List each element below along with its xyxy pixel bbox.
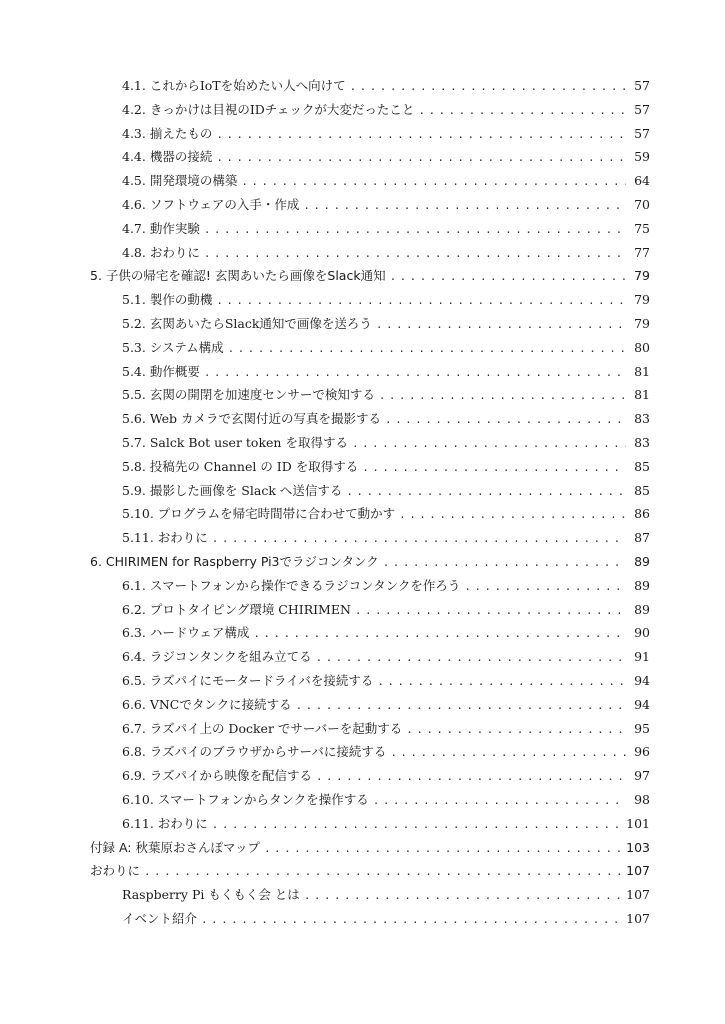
toc-entry-page: 75	[634, 220, 650, 236]
toc-dot-leader	[390, 741, 626, 765]
toc-entry-page: 98	[634, 791, 650, 807]
toc-section-entry[interactable]	[90, 502, 650, 526]
toc-chapter-entry[interactable]	[90, 550, 650, 574]
toc-entry-title: 5.10. プログラムを帰宅時間帯に合わせて動かす	[122, 506, 396, 522]
toc-section-entry[interactable]	[90, 193, 650, 217]
toc-section-entry[interactable]	[90, 717, 650, 741]
toc-section-entry[interactable]	[90, 693, 650, 717]
toc-section-entry[interactable]	[90, 407, 650, 431]
toc-entry-title: 4.7. 動作実験	[122, 220, 200, 236]
toc-entry-page: 89	[634, 577, 650, 593]
toc-section-entry[interactable]	[90, 907, 650, 931]
toc-section-entry[interactable]	[90, 74, 650, 98]
toc-entry-page: 101	[626, 815, 650, 831]
toc-dot-leader	[316, 765, 626, 789]
toc-section-entry[interactable]	[90, 574, 650, 598]
toc-section-entry[interactable]	[90, 312, 650, 336]
toc-section-entry[interactable]	[90, 812, 650, 836]
toc-entry-title: 付録 A: 秋葉原おさんぽマップ	[90, 839, 260, 855]
toc-dot-leader	[464, 575, 626, 599]
toc-dot-leader	[383, 551, 626, 575]
toc-section-entry[interactable]	[90, 383, 650, 407]
toc-section-entry[interactable]	[90, 98, 650, 122]
toc-section-entry[interactable]	[90, 431, 650, 455]
toc-entry-title: 6.10. スマートフォンからタンクを操作する	[122, 791, 369, 807]
toc-entry-title: 5. 子供の帰宅を確認! 玄関あいたら画像をSlack通知	[90, 268, 386, 284]
toc-dot-leader	[385, 408, 626, 432]
toc-entry-title: 6.9. ラズパイから映像を配信する	[122, 768, 312, 784]
toc-dot-leader	[346, 480, 626, 504]
toc-entry-title: 5.3. システム構成	[122, 339, 224, 355]
toc-entry-title: 4.1. これからIoTを始めたい人へ向けて	[122, 78, 346, 93]
toc-section-entry[interactable]	[90, 336, 650, 360]
toc-entry-page: 89	[634, 553, 650, 569]
toc-section-entry[interactable]	[90, 122, 650, 146]
toc-entry-page: 91	[634, 649, 650, 665]
toc-entry-title: 6.11. おわりに	[122, 815, 208, 831]
toc-entry-page: 94	[634, 696, 650, 712]
table-of-contents	[90, 74, 650, 931]
toc-entry-page: 79	[634, 315, 650, 331]
toc-section-entry[interactable]	[90, 764, 650, 788]
toc-entry-title: 6.3. ハードウェア構成	[122, 625, 250, 641]
toc-entry-title: 6.6. VNCでタンクに接続する	[122, 696, 292, 712]
toc-dot-leader	[296, 694, 626, 718]
toc-entry-title: 6.2. プロトタイピング環境 CHIRIMEN	[122, 601, 351, 617]
toc-entry-page: 70	[634, 196, 650, 212]
toc-entry-page: 59	[634, 149, 650, 165]
toc-dot-leader	[216, 123, 626, 147]
toc-section-entry[interactable]	[90, 645, 650, 669]
toc-dot-leader	[355, 599, 626, 623]
toc-section-entry[interactable]	[90, 479, 650, 503]
toc-entry-page: 77	[634, 244, 650, 260]
toc-entry-page: 107	[626, 910, 650, 926]
toc-dot-leader	[350, 75, 626, 99]
toc-section-entry[interactable]	[90, 145, 650, 169]
toc-entry-title: 5.2. 玄関あいたらSlack通知で画像を送ろう	[122, 315, 372, 331]
toc-section-entry[interactable]	[90, 621, 650, 645]
toc-section-entry[interactable]	[90, 241, 650, 265]
toc-section-entry[interactable]	[90, 360, 650, 384]
toc-entry-title: 5.8. 投稿先の Channel の ID を取得する	[122, 458, 359, 474]
toc-dot-leader	[373, 789, 626, 813]
toc-entry-title: 5.1. 製作の動機	[122, 292, 213, 308]
toc-entry-title: 6.7. ラズパイ上の Docker でサーバーを起動する	[122, 720, 403, 736]
toc-entry-page: 85	[634, 458, 650, 474]
toc-entry-page: 64	[634, 173, 650, 189]
toc-entry-page: 96	[634, 744, 650, 760]
toc-entry-page: 80	[634, 339, 650, 355]
toc-entry-title: 6.8. ラズパイのブラウザからサーバに接続する	[122, 744, 387, 760]
toc-chapter-entry[interactable]	[90, 264, 650, 288]
toc-dot-leader	[399, 503, 626, 527]
toc-dot-leader	[228, 337, 626, 361]
toc-dot-leader	[418, 99, 626, 123]
toc-entry-title: 6.4. ラジコンタンクを組み立てる	[122, 649, 312, 665]
toc-entry-title: 6.1. スマートフォンから操作できるラジコンタンクを作ろう	[122, 577, 461, 593]
toc-entry-page: 107	[626, 887, 650, 903]
toc-dot-leader	[316, 646, 626, 670]
toc-entry-title: 5.11. おわりに	[122, 530, 208, 546]
toc-entry-page: 57	[634, 101, 650, 117]
toc-entry-page: 107	[626, 863, 650, 879]
toc-entry-title: 5.6. Web カメラで玄関付近の写真を撮影する	[122, 411, 382, 427]
toc-dot-leader	[212, 527, 626, 551]
toc-entry-title: 4.2. きっかけは目視のIDチェックが大変だったこと	[122, 101, 415, 117]
toc-section-entry[interactable]	[90, 526, 650, 550]
toc-section-entry[interactable]	[90, 669, 650, 693]
toc-section-entry[interactable]	[90, 883, 650, 907]
toc-dot-leader	[204, 242, 626, 266]
toc-entry-title: 5.5. 玄関の開閉を加速度センサーで検知する	[122, 387, 375, 403]
toc-section-entry[interactable]	[90, 455, 650, 479]
toc-dot-leader	[352, 432, 626, 456]
toc-entry-page: 83	[634, 434, 650, 450]
toc-entry-page: 90	[634, 625, 650, 641]
toc-entry-page: 81	[634, 363, 650, 379]
toc-entry-page: 79	[634, 268, 650, 284]
toc-dot-leader	[216, 289, 626, 313]
toc-entry-page: 95	[634, 720, 650, 736]
toc-dot-leader	[304, 884, 622, 908]
toc-dot-leader	[264, 837, 622, 861]
toc-entry-title: 5.4. 動作概要	[122, 363, 200, 379]
toc-entry-page: 81	[634, 387, 650, 403]
toc-chapter-entry[interactable]	[90, 836, 650, 860]
toc-dot-leader	[303, 194, 626, 218]
toc-entry-page: 103	[626, 839, 650, 855]
toc-entry-page: 85	[634, 482, 650, 498]
toc-section-entry[interactable]	[90, 169, 650, 193]
toc-section-entry[interactable]	[90, 788, 650, 812]
toc-dot-leader	[390, 265, 626, 289]
toc-dot-leader	[204, 361, 626, 385]
toc-entry-title: Raspberry Pi もくもく会 とは	[122, 887, 300, 903]
toc-entry-title: 4.6. ソフトウェアの入手・作成	[122, 196, 300, 212]
toc-entry-title: イベント紹介	[122, 910, 198, 926]
toc-entry-title: 4.5. 開発環境の構築	[122, 173, 238, 189]
toc-dot-leader	[241, 170, 626, 194]
toc-entry-page: 83	[634, 411, 650, 427]
toc-dot-leader	[379, 384, 626, 408]
toc-entry-title: 4.8. おわりに	[122, 244, 200, 260]
toc-entry-page: 97	[634, 768, 650, 784]
toc-dot-leader	[406, 718, 626, 742]
toc-dot-leader	[362, 456, 626, 480]
toc-entry-title: おわりに	[90, 863, 141, 879]
toc-dot-leader	[253, 622, 626, 646]
toc-dot-leader	[216, 146, 626, 170]
toc-dot-leader	[201, 908, 622, 932]
toc-dot-leader	[212, 813, 622, 837]
toc-entry-page: 57	[634, 78, 650, 93]
toc-entry-title: 6. CHIRIMEN for Raspberry Pi3でラジコンタンク	[90, 553, 379, 569]
toc-entry-title: 5.7. Salck Bot user token を取得する	[122, 434, 348, 450]
toc-entry-page: 57	[634, 125, 650, 141]
toc-section-entry[interactable]	[90, 288, 650, 312]
toc-dot-leader	[144, 860, 622, 884]
toc-entry-page: 86	[634, 506, 650, 522]
toc-dot-leader	[376, 313, 626, 337]
toc-dot-leader	[204, 218, 626, 242]
toc-entry-page: 79	[634, 292, 650, 308]
toc-entry-page: 89	[634, 601, 650, 617]
toc-section-entry[interactable]	[90, 217, 650, 241]
toc-section-entry[interactable]	[90, 740, 650, 764]
toc-entry-page: 94	[634, 672, 650, 688]
toc-section-entry[interactable]	[90, 598, 650, 622]
toc-entry-title: 4.3. 揃えたもの	[122, 125, 213, 141]
toc-chapter-entry[interactable]	[90, 859, 650, 883]
toc-dot-leader	[377, 670, 626, 694]
toc-entry-title: 4.4. 機器の接続	[122, 149, 213, 165]
toc-entry-page: 87	[634, 530, 650, 546]
toc-entry-title: 6.5. ラズパイにモータードライバを接続する	[122, 672, 374, 688]
toc-entry-title: 5.9. 撮影した画像を Slack へ送信する	[122, 482, 343, 498]
